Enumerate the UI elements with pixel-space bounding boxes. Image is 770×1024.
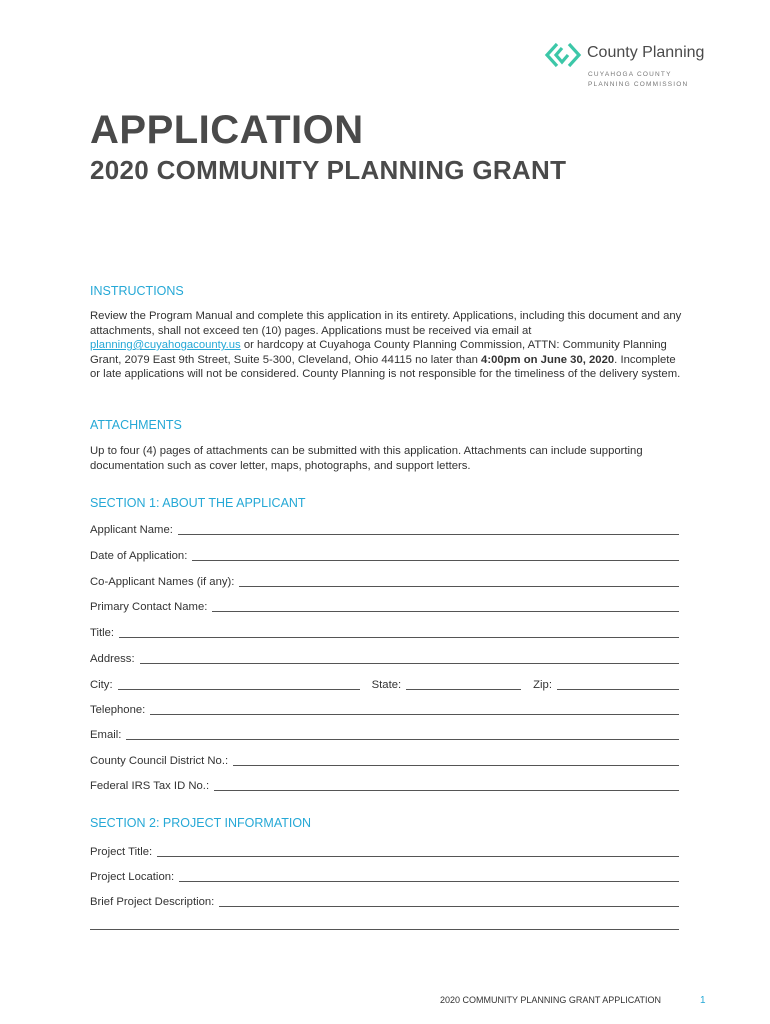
primary-contact-name-label: Primary Contact Name: bbox=[90, 601, 208, 613]
email-link[interactable]: planning@cuyahogacounty.us bbox=[90, 339, 241, 351]
section-1-heading: SECTION 1: ABOUT THE APPLICANT bbox=[90, 496, 306, 510]
telephone-field[interactable] bbox=[90, 701, 679, 717]
footer-text: 2020 COMMUNITY PLANNING GRANT APPLICATION bbox=[440, 995, 662, 1005]
city-label: City: bbox=[90, 679, 113, 691]
city-state-zip-row bbox=[90, 676, 679, 692]
page-number: 1 bbox=[700, 995, 706, 1006]
attachments-heading: ATTACHMENTS bbox=[90, 418, 182, 432]
section-2-heading: SECTION 2: PROJECT INFORMATION bbox=[90, 816, 312, 830]
tax-id-label: Federal IRS Tax ID No.: bbox=[90, 780, 210, 792]
logo-subtitle-line-1: CUYAHOGA COUNTY bbox=[588, 71, 672, 78]
date-of-application-label: Date of Application: bbox=[90, 550, 188, 562]
council-district-label: County Council District No.: bbox=[90, 755, 229, 767]
co-applicant-names-field[interactable] bbox=[90, 573, 679, 589]
telephone-line[interactable] bbox=[150, 714, 679, 715]
brief-description-label: Brief Project Description: bbox=[90, 896, 215, 908]
applicant-name-line[interactable] bbox=[178, 534, 679, 535]
address-label: Address: bbox=[90, 653, 135, 665]
co-applicant-names-label: Co-Applicant Names (if any): bbox=[90, 576, 235, 588]
title-field[interactable] bbox=[90, 624, 679, 640]
brief-description-field[interactable] bbox=[90, 893, 679, 909]
address-line[interactable] bbox=[140, 663, 679, 664]
deadline-text: 4:00pm on June 30, 2020 bbox=[481, 353, 615, 366]
brief-description-line[interactable] bbox=[219, 906, 679, 907]
project-title-field[interactable] bbox=[90, 843, 679, 859]
email-line[interactable] bbox=[126, 739, 679, 740]
logo-subtitle-line-2: PLANNING COMMISSION bbox=[588, 81, 689, 88]
page-title: APPLICATION bbox=[90, 108, 364, 152]
instructions-heading: INSTRUCTIONS bbox=[90, 284, 184, 298]
state-label: State: bbox=[371, 679, 402, 691]
instructions-text-part-3: . Incomplete or late applications will not be considered. County Planning is not responsible for the timeliness of the delivery system. bbox=[90, 353, 681, 380]
council-district-line[interactable] bbox=[233, 765, 679, 766]
co-applicant-names-line[interactable] bbox=[239, 586, 679, 587]
applicant-name-field[interactable] bbox=[90, 521, 679, 537]
primary-contact-name-field[interactable] bbox=[90, 598, 679, 614]
state-line[interactable] bbox=[406, 689, 521, 690]
logo-subtitle bbox=[588, 70, 688, 90]
project-location-line[interactable] bbox=[179, 881, 679, 882]
email-label: Email: bbox=[90, 729, 122, 741]
project-location-label: Project Location: bbox=[90, 871, 175, 883]
logo-name: County Planning bbox=[587, 44, 705, 61]
instructions-text-part-2: or hardcopy at Cuyahoga County Planning Commission, ATTN: Community Planning Grant, 2079 East 9th Street, Suite 5-300, Cleveland, Ohio 44115 no later than bbox=[90, 339, 667, 366]
tax-id-field[interactable] bbox=[90, 777, 679, 793]
instructions-text-part-1: Review the Program Manual and complete this application in its entirety. Applications, including this document and any attachments, shall not exceed ten (10) pages. Applications must be received via email at bbox=[90, 310, 682, 337]
instructions-text bbox=[90, 309, 682, 382]
telephone-label: Telephone: bbox=[90, 704, 146, 716]
brief-description-extra-line[interactable] bbox=[90, 929, 679, 930]
title-line[interactable] bbox=[119, 637, 679, 638]
applicant-name-label: Applicant Name: bbox=[90, 524, 173, 536]
date-of-application-line[interactable] bbox=[192, 560, 679, 561]
council-district-field[interactable] bbox=[90, 752, 679, 768]
primary-contact-name-line[interactable] bbox=[212, 611, 679, 612]
zip-line[interactable] bbox=[557, 689, 679, 690]
city-line[interactable] bbox=[118, 689, 360, 690]
address-field[interactable] bbox=[90, 650, 679, 666]
tax-id-line[interactable] bbox=[214, 790, 679, 791]
project-title-label: Project Title: bbox=[90, 846, 153, 858]
county-planning-logo-icon bbox=[544, 40, 582, 70]
county-planning-logo bbox=[544, 38, 714, 94]
email-field[interactable] bbox=[90, 726, 679, 742]
project-title-line[interactable] bbox=[157, 856, 679, 857]
date-of-application-field[interactable] bbox=[90, 547, 679, 563]
zip-label: Zip: bbox=[533, 679, 552, 691]
page-subtitle: 2020 COMMUNITY PLANNING GRANT bbox=[90, 155, 567, 185]
title-label: Title: bbox=[90, 627, 115, 639]
page-footer bbox=[440, 995, 710, 1005]
project-location-field[interactable] bbox=[90, 868, 679, 884]
attachments-text: Up to four (4) pages of attachments can be submitted with this application. Attachments can include supporting documentation such as cover letter, maps, photographs, and support letters. bbox=[90, 445, 643, 472]
